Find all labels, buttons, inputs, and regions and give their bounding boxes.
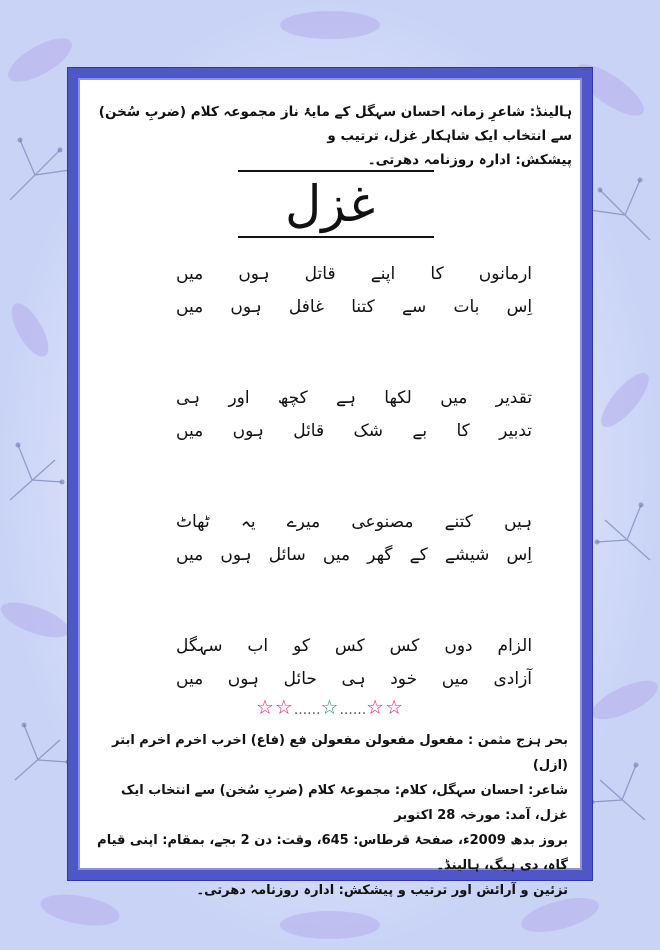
verse-word: کتنا: [351, 297, 375, 317]
verse-line: [176, 291, 532, 324]
verse-word: میں: [322, 545, 351, 565]
star-icon: ☆: [385, 695, 405, 719]
verse-word: کس: [334, 636, 365, 656]
verse-word: اِس: [506, 545, 532, 565]
verse-word: اور: [228, 388, 250, 408]
verse-line: [176, 506, 532, 539]
verse-word: دوں: [444, 636, 473, 656]
stanza: [176, 382, 532, 448]
verse-word: سہگل: [176, 636, 223, 656]
verse-word: ارمانوں: [478, 264, 533, 284]
title-rule-bottom: [238, 236, 434, 238]
verse-word: شک: [353, 421, 383, 441]
verse-word: کتنے: [444, 512, 473, 532]
verse-line: [176, 539, 532, 572]
verse-word: ہی: [176, 388, 201, 408]
verse-word: قاتل: [304, 264, 336, 284]
verse-word: کو: [293, 636, 310, 656]
verse-word: کا: [430, 264, 444, 284]
verse-word: میں: [176, 297, 204, 317]
intro-text: [88, 100, 572, 172]
verse-line: [176, 415, 532, 448]
meter-line: بحر ہزج مثمن : مفعول مفعولن مفعولن فع (فاع) اخرب اخرم اخرم ابتر (ازل): [112, 733, 568, 773]
verse-word: اِس: [506, 297, 533, 317]
stanza: [176, 630, 532, 696]
star-icon: ☆: [274, 695, 294, 719]
stanza: [176, 258, 532, 324]
verse-word: کے: [409, 545, 428, 565]
intro-line-1: ہالینڈ: شاعرِ زمانہ احسان سہگل کے مایۂ ناز مجموعہ کلام (ضربِ سُخن) سے انتخاب ایک شاہکار غزل، ترتیب و: [98, 104, 572, 144]
verse-word: خود: [390, 669, 418, 689]
verse-word: تدبیر: [499, 421, 533, 441]
verse-word: ہوں: [230, 297, 262, 317]
verse-word: شیشے: [444, 545, 490, 565]
verse-word: الزام: [497, 636, 533, 656]
verse-word: یہ: [240, 512, 256, 532]
verse-word: میں: [441, 669, 469, 689]
verse-word: لکھا: [384, 388, 412, 408]
verse-word: ہے: [336, 388, 356, 408]
star-divider: [88, 694, 572, 723]
credit-line-4: تزئین و آرائش اور ترتیب و پیشکش: ادارہ روزنامہ دھرتی۔: [196, 883, 568, 898]
verse-word: حائل: [283, 669, 317, 689]
verse-word: سے: [401, 297, 427, 317]
verse-word: کچھ: [277, 388, 308, 408]
poem-frame: [68, 68, 592, 898]
verse-line: [176, 258, 532, 291]
stanza: [176, 506, 532, 572]
ghazal-stanzas: [176, 258, 532, 696]
verse-word: آزادی: [493, 669, 533, 689]
verse-word: کس: [389, 636, 420, 656]
credit-line-2: شاعر: احسان سہگل، کلام: مجموعۂ کلام (ضربِ سُخن) سے انتخاب ایک غزل، آمد: مورخہ 28 اکتوبر: [121, 783, 568, 823]
verse-word: ہوں: [238, 264, 270, 284]
verse-word: گھر: [367, 545, 393, 565]
verse-word: ہوں: [232, 421, 264, 441]
verse-word: تقدیر: [495, 388, 533, 408]
verse-line: [176, 630, 532, 663]
verse-word: میں: [176, 669, 204, 689]
credit-line-3: بروز بدھ 2009ء، صفحۂ قرطاس: 645، وقت: دن 2 بجے، بمقام: اپنی قیام گاہ، دی ہیگ، ہالینڈ۔: [97, 833, 568, 873]
verse-word: غافل: [288, 297, 324, 317]
star-icon: ☆: [255, 695, 275, 719]
verse-word: میں: [176, 545, 204, 565]
verse-line: [176, 663, 532, 696]
verse-word: اپنے: [370, 264, 396, 284]
star-icon: ☆: [366, 695, 386, 719]
divider-dots: ......: [339, 702, 367, 718]
verse-word: ہیں: [504, 512, 533, 532]
star-icon: ☆: [320, 695, 340, 719]
verse-word: بات: [453, 297, 480, 317]
verse-word: مصنوعی: [351, 512, 414, 532]
verse-word: ہوں: [220, 545, 252, 565]
verse-word: بے: [412, 421, 428, 441]
verse-word: ٹھاٹ: [176, 512, 210, 532]
verse-word: اب: [247, 636, 269, 656]
credits: [92, 728, 568, 903]
verse-word: سائل: [268, 545, 306, 565]
verse-word: میں: [176, 264, 204, 284]
verse-word: ہوں: [227, 669, 260, 689]
verse-word: میں: [440, 388, 468, 408]
divider-dots: ......: [293, 702, 321, 718]
verse-line: [176, 382, 532, 415]
verse-word: قائل: [293, 421, 325, 441]
poem-card: [88, 88, 572, 898]
verse-word: ہی: [341, 669, 366, 689]
intro-line-2: پیشکش: ادارہ روزنامہ دھرتی۔: [367, 152, 572, 168]
verse-word: کا: [456, 421, 470, 441]
verse-word: میرے: [286, 512, 321, 532]
verse-word: میں: [176, 421, 204, 441]
poem-title: غزل: [284, 175, 376, 233]
